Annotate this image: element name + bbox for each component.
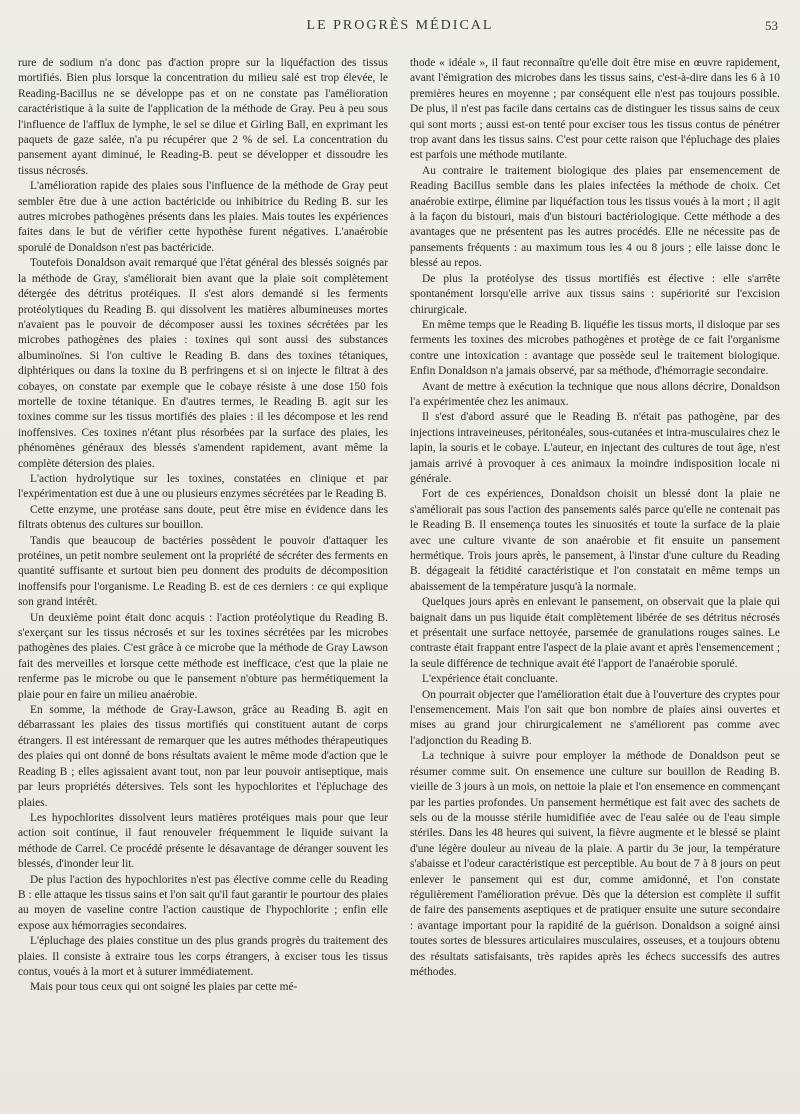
paragraph: Avant de mettre à exécution la technique que nous allons décrire, Donaldson l'a expérimentée chez les animaux. — [410, 380, 780, 408]
paragraph: Quelques jours après en enlevant le pansement, on observait que la plaie qui baignait dans un pus liquide était complètement libérée de ses détritus nécrosés et présentait une surface nettoyée, parsemée de granulations rouges saines. Le contraste était frappant entre l'aspect de la plaie avant et après l'ensemencement ; la seule différence de technique avait été l'apport de l'anaérobie sporulé. — [410, 596, 780, 670]
paragraph: thode « idéale », il faut reconnaître qu'elle doit être mise en œuvre rapidement, avant l'émigration des microbes dans les tissus sains, c'est-à-dire dans les 6 à 10 premières heures en moyenne ; par conséquent elle n'est pas toujours possible. De plus, il n'est pas facile dans certains cas de distinguer les tissus sains de ceux qui sont morts ; aussi est-on tenté pour exciser tous les tissus contus de pénétrer trop avant dans les tissus sains. C'est pour cette raison que l'épluchage des plaies est parfois une méthode mutilante. — [410, 57, 780, 162]
paragraph: Fort de ces expériences, Donaldson choisit un blessé dont la plaie ne s'améliorait pas sous l'action des pansements salés parce qu'elle ne contenait pas le Reading B. Il ensemença toutes les sinuosités et toute la surface de la plaie avec une culture vivante de son anaérobie et fit ensuite un pansement hermétique. Trois jours après, le pansement, à l'instar d'une culture du Reading B. dégageait la fétidité caractéristique et l'on constatait en même temps un abaissement de la température jusqu'à la normale. — [410, 488, 780, 593]
paragraph: En somme, la méthode de Gray-Lawson, grâce au Reading B. agit en débarrassant les plaies des tissus mortifiés qui constituent autant de corps étrangers. Il est intéressant de remarquer que les autres méthodes thérapeutiques des plaies qui ont donné de bons résultats avaient le même mode d'action que le Reading B ; elles agissaient avant tout, non par leur pouvoir antiseptique, mais par leurs propriétés détersives. Tels sont les hypochlorites et l'épluchage des plaies. — [18, 704, 388, 809]
paragraph: Les hypochlorites dissolvent leurs matières protéiques mais pour que leur action soit continue, il faut renouveler fréquemment le liquide suivant la méthode de Carrel. Ce procédé présente le désavantage de déranger souvent les blessés, d'inonder leur lit. — [18, 811, 388, 871]
paragraph: Il s'est d'abord assuré que le Reading B. n'était pas pathogène, par des injections intraveineuses, péritonéales, sous-cutanées et intra-musculaires chez le lapin, la souris et le cobaye. L'auteur, en injectant des cultures de tout âge, n'est jamais arrivé à provoquer à ces animaux la moindre indisposition locale ni générale. — [410, 411, 780, 485]
paragraph: De plus la protéolyse des tissus mortifiés est élective : elle s'arrête spontanément lorsqu'elle arrive aux tissus sains : supériorité sur l'excision chirurgicale. — [410, 272, 780, 316]
paragraph: On pourrait objecter que l'amélioration était due à l'ouverture des cryptes pour l'ensemencement. Mais l'on sait que bon nombre de plaies ainsi ouvertes et mises au grand jour chirurgicalement ne s'améliorent pas comme avec l'adjonction du Reading B. — [410, 688, 780, 747]
paragraph: De plus l'action des hypochlorites n'est pas élective comme celle du Reading B : elle attaque les tissus sains et l'on sait qu'il faut garantir le pourtour des plaies au moyen de vaseline contre l'action caustique de l'hypochlorite ; enfin elle expose aux hémorragies secondaires. — [18, 873, 388, 932]
paragraph: Mais pour tous ceux qui ont soigné les plaies par cette mé- — [30, 981, 298, 994]
left-text-column — [18, 56, 388, 996]
paragraph: L'expérience était concluante. — [422, 673, 558, 686]
paragraph: Un deuxième point était donc acquis : l'action protéolytique du Reading B. s'exerçant sur les tissus nécrosés et sur les toxines sécrétées par les microbes pathogènes des plaies. C'est grâce à ce microbe que la méthode de Gray Lawson fait des merveilles et lorsque cette méthode est inefficace, c'est que la plaie ne renferme pas le microbe ou que le pansement n'obture pas hermétiquement la plaie pour en faire un milieu anaérobie. — [18, 611, 388, 701]
paragraph: L'amélioration rapide des plaies sous l'influence de la méthode de Gray peut sembler être due à une action bactéricide ou inhibitrice du Reding B. sur les autres microbes pathogènes présents dans les plaies. Mais toutes les expériences faites dans le but de vérifier cette hypothèse furent négatives. L'anaérobie sporulé de Donaldson n'est pas bactéricide. — [18, 180, 388, 254]
paragraph: rure de sodium n'a donc pas d'action propre sur la liquéfaction des tissus mortifiés. Bien plus lorsque la concentration du milieu salé est trop élevée, le Reading-Bacillus ne se développe pas et on ne constate pas l'amélioration caractéristique à la suite de l'application de la méthode de Gray. Peu à peu sous l'influence de l'afflux de lymphe, le sel se dilue et Girling Ball, en exprimant les paquets de gaze salée, n'a pu récupérer que 2 % de sel. La concentration du pansement ayant diminué, le Reading-B. peut se développer et dissoudre les tissus nécrosés. — [18, 57, 388, 177]
paragraph: Cette enzyme, une protéase sans doute, peut être mise en évidence dans les filtrats obtenus des cultures sur bouillon. — [18, 503, 388, 532]
right-text-column — [410, 56, 780, 980]
page-header — [20, 12, 780, 44]
paragraph: Tandis que beaucoup de bactéries possèdent le pouvoir d'attaquer les protéines, un petit nombre seulement ont la propriété de sécréter des ferments en quantité suffisante et surtout bien peu donnent des produits de décomposition inoffensifs pour l'organisme. Le Reading B. est de ces derniers : ce qui explique son grand intérêt. — [18, 534, 388, 609]
journal-title: LE PROGRÈS MÉDICAL — [306, 18, 494, 33]
paragraph: Toutefois Donaldson avait remarqué que l'état général des blessés soignés par la méthode de Gray, s'améliorait bien avant que la plaie soit complètement détergée des détritus protéiques. Il s'est alors demandé si les ferments protéolytiques du Reading B. qui dissolvent les matières albumineuses mortes n'avaient pas le pouvoir de décomposer aussi les toxines sécrétées par les microbes pathogènes des plaies : toxines qui sont aussi des substances albuminoïnes. Si l'on cultive le Reading B. dans des toxines tétaniques, diphtériques ou dans la toxine du B perfringens et si on injecte le filtrat à des cobayes, on constate par exemple que le cobaye résiste à une dose 150 fois mortelle de toxine tétanique. En d'autres termes, le Reading B. agit sur les toxines comme sur les tissus mortifiés des plaies : il les décompose et les rend inoffensives. Ces toxines n'étant plus résorbées par la surface des plaies, les phénomènes généraux des blessés s'amendent rapidement, avant même la complète détersion des plaies. — [18, 257, 388, 470]
paragraph: En même temps que le Reading B. liquéfie les tissus morts, il disloque par ses ferments les toxines des microbes pathogènes et protège de ce fait l'organisme contre une intoxication : avantage que possède seul le traitement biologique. Enfin Donaldson n'a jamais observé, par sa méthode, d'hémorragie secondaire. — [410, 318, 780, 378]
paragraph: La technique à suivre pour employer la méthode de Donaldson peut se résumer comme suit. On ensemence une culture sur bouillon de Reading B. vieille de 3 jours à un mois, on nettoie la plaie et l'on ensemence en commençant par les parties profondes. Un pansement hermétique est fait avec des sachets de sels ou de la mousse stérile humidifiée avec de l'eau salée ou de l'eau simple stériles. Dans les 48 heures qui suivent, la fièvre augmente et le blessé se plaint d'une légère douleur au niveau de la plaie. A partir du 3e jour, la température s'abaisse et l'odeur caractéristique est perceptible. Au bout de 7 à 8 jours on peut enlever le pansement qui est dur, comme amidonné, et l'on constate régulièrement l'amélioration prévue. Dès que la détersion est complète il suffit de faire des pansements aseptiques et de pratiquer ensuite une suture secondaire : avantage important pour la rapidité de la guérison. Donaldson a soigné ainsi toutes sortes de blessures articulaires musculaires, osseuses, et a toujours obtenu des résultats satisfaisants, très rapides après les échecs successifs des autres méthodes. — [410, 750, 780, 978]
page-number: 53 — [765, 18, 778, 33]
paragraph: L'épluchage des plaies constitue un des plus grands progrès du traitement des plaies. Il consiste à extraire tous les corps étrangers, à exciser tous les tissus contus, voués à la mort et à suturer immédiatement. — [18, 935, 388, 978]
paragraph: L'action hydrolytique sur les toxines, constatées en clinique et par l'expérimentation est due à une ou plusieurs enzymes sécrétées par le Reading B. — [18, 472, 388, 501]
paragraph: Au contraire le traitement biologique des plaies par ensemencement de Reading Bacillus semble dans les plaies infectées la méthode de choix. Cet anaérobie extirpe, élimine par liquéfaction tous les tissus voués à la mort ; il agit à la façon du bistouri, mais d'un bistouri bactériologique. Cette méthode a des avantages que ne présentent pas les autres procédés. Elle ne nécessite pas de pansements fréquents : au maximum tous les 4 ou 8 jours ; elle laisse donc le blessé au repos. — [410, 164, 780, 270]
